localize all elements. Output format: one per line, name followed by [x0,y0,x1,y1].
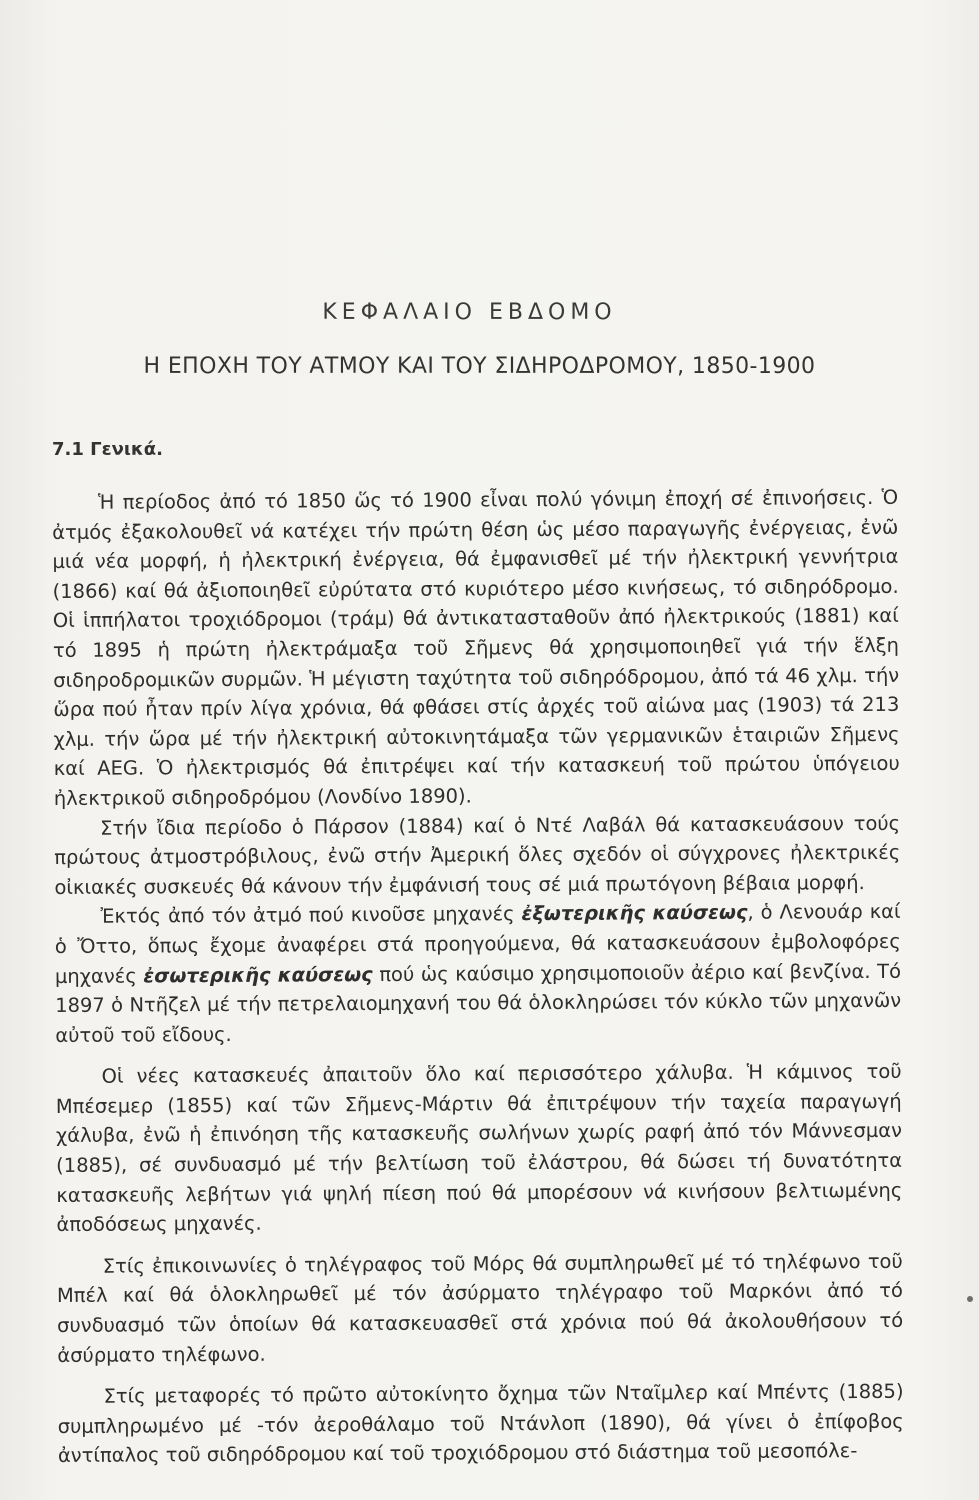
chapter-label: ΚΕΦΑΛΑΙΟ ΕΒΔΟΜΟ [322,300,617,325]
paragraph-5: Στίς ἐπικοινωνίες ὁ τηλέγραφος τοῦ Μόρς θά συμπληρωθεῖ μέ τό τηλέφωνο τοῦ Μπέλ καί θά ὁλοκληρωθεῖ μέ τόν ἀσύρματο τηλέγραφο τοῦ Μαρκόνι ἀπό τό συνδυασμό τῶν ὁποίων θά κατασκευασθεῖ στά χρόνια πού θά ἀκολουθήσουν τό ἀσύρματο τηλέφωνο. [56,1249,904,1367]
paragraph-4: Οἱ νέες κατασκευές ἀπαιτοῦν ὅλο καί περισσότερο χάλυβα. Ἡ κάμινος τοῦ Μπέσεμερ (1855) καί τῶν Σῆμενς-Μάρτιν θά ἐπιτρέψουν τήν ταχεία παραγωγή χάλυβα, ἐνῶ ἡ ἐπινόηση τῆς κατασκευῆς σωλήνων χωρίς ραφή ἀπό τόν Μάννεσμαν (1885), σέ συνδυασμό μέ τήν βελτίωση τοῦ ἐλάστρου, θά δώσει τή δυνατότητα κατασκευῆς λεβήτων γιά ψηλή πίεση πού θά μπορέσουν νά κινήσουν βελτιωμένης ἀποδόσεως μηχανές. [55,1060,903,1237]
paragraph-1: Ἡ περίοδος ἀπό τό 1850 ὥς τό 1900 εἶναι πολύ γόνιμη ἐποχή σέ ἐπινοήσεις. Ὁ ἀτμός ἐξακολουθεῖ νά κατέχει τήν πρώτη θέση ὡς μέσο παραγωγῆς ἐνέργειας, ἐνῶ μιά νέα μορφή, ἡ ἠλεκτρική ἐνέργεια, θά ἐμφανισθεῖ μέ τήν ἠλεκτρική γεννήτρια (1866) καί θά ἀξιοποιηθεῖ εὐρύτατα στό κυριότερο μέσο κινήσεως, τό σιδηρόδρομο. Οἱ ἱππήλατοι τροχιόδρομοι (τράμ) θά ἀντικατασταθοῦν ἀπό ἠλεκτρικούς (1881) καί τό 1895 ἡ πρώτη ἠλεκτράμαξα τοῦ Σῆμενς θά χρησιμοποιηθεῖ γιά τήν ἕλξη σιδηροδρομικῶν συρμῶν. Ἡ μέγιστη ταχύτητα τοῦ σιδηρόδρομου, ἀπό τά 46 χλμ. τήν ὥρα πού ἦταν πρίν λίγα χρόνια, θά φθάσει στίς ἀρχές τοῦ αἰώνα μας (1903) τά 213 χλμ. τήν ὥρα μέ τήν ἠλεκτρική αὐτοκινητάμαξα τῶν γερμανικῶν ἑταιριῶν Σῆμενς καί AEG. Ὁ ἠλεκτρισμός θά ἐπιτρέψει καί τήν κατασκευή τοῦ πρώτου ὑπόγειου ἠλεκτρικοῦ σιδηροδρόμου (Λονδίνο 1890). [52,485,900,810]
emphasis-external-combustion: ἐξωτερικῆς καύσεως [521,901,748,926]
paragraph-6: Στίς μεταφορές τό πρῶτο αὐτοκίνητο ὄχημα τῶν Νταῖμλερ καί Μπέντς (1885) συμπληρωμένο μέ -τόν ἀεροθάλαμο τοῦ Ντάνλοπ (1890), θά γίνει ὁ ἐπίφοβος ἀντίπαλος τοῦ σιδηρόδρομου καί τοῦ τροχιόδρομου στό διάστημα τοῦ μεσοπόλε- [57,1380,904,1468]
emphasis-internal-combustion: ἐσωτερικῆς καύσεως [143,962,373,987]
paragraph-2: Στήν ἴδια περίοδο ὁ Πάρσον (1884) καί ὁ Ντέ Λαβάλ θά κατασκευάσουν τούς πρώτους ἀτμοστρόβιλους, ἐνῶ στήν Ἀμερική ὅλες σχεδόν οἱ σύγχρονες ἠλεκτρικές οἰκιακές συσκευές θά κάνουν τήν ἐμφάνισή τους σέ μιά πρωτόγονη βέβαια μορφή. [54,811,901,899]
scan-speck [967,1296,973,1302]
paragraph-3-part-b: , ὁ Λενουάρ καί ὁ Ὄττο, ὅπως ἔχομε ἀναφέρει στά προηγούμενα, θά κατασκευάσουν ἐμβολοφόρες μηχανές [54,900,901,988]
body-text [52,483,904,1471]
chapter-title: Η ΕΠΟΧΗ ΤΟΥ ΑΤΜΟΥ ΚΑΙ ΤΟΥ ΣΙΔΗΡΟΔΡΟΜΟΥ, 1850-1900 [143,354,816,379]
section-heading: 7.1 Γενικά. [52,439,163,460]
paragraph-3-part-c: πού ὡς καύσιμο χρησιμοποιοῦν ἀέριο καί βενζίνα. Τό 1897 ὁ Ντῆζελ μέ τήν πετρελαιομηχανή του θά ὁλοκληρώσει τόν κύκλο τῶν μηχανῶν αὐτοῦ τοῦ εἴδους. [55,959,902,1047]
paragraph-3-part-a: Ἐκτός ἀπό τόν ἀτμό πού κινοῦσε μηχανές [100,902,522,929]
paragraph-3 [55,897,902,1050]
